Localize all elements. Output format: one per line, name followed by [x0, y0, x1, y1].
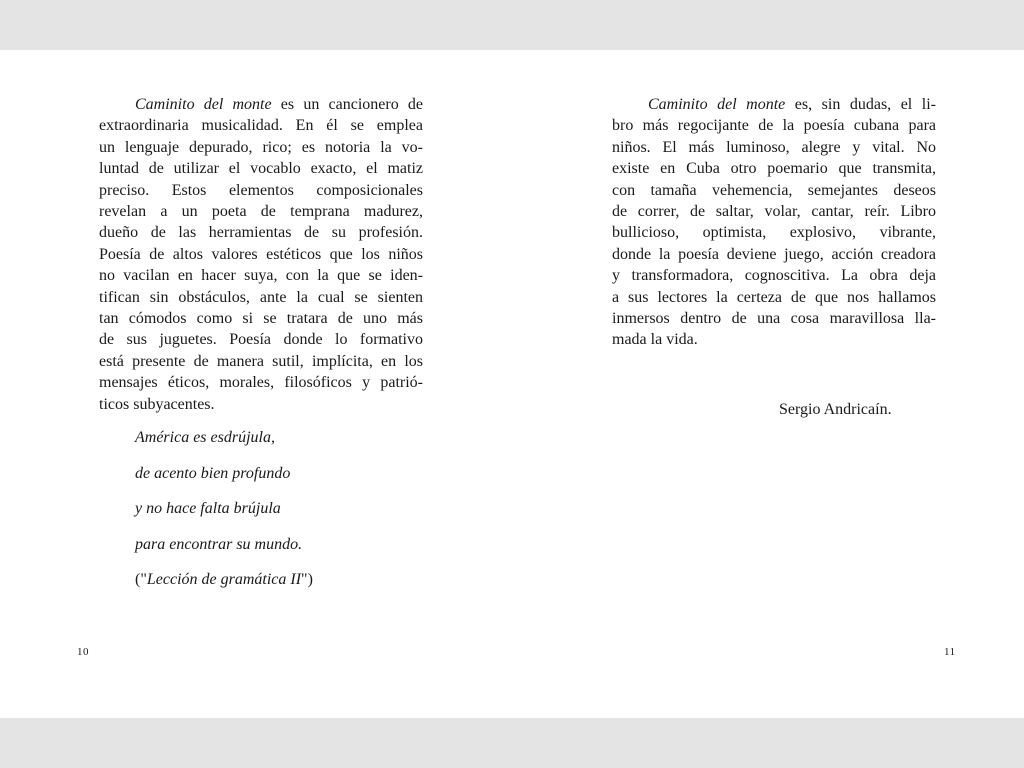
text-line: luntad de utilizar el vocablo exacto, el matiz	[99, 160, 423, 178]
text-line: un lenguaje depurado, rico; es notoria la vo-	[99, 138, 423, 156]
text-line: bullicioso, optimista, explosivo, vibrante,	[612, 224, 936, 242]
text-line: niños. El más luminoso, alegre y vital. No	[612, 138, 936, 156]
text-line: de correr, de saltar, volar, cantar, reír. Libro	[612, 203, 936, 221]
verse-line: y no hace falta brújula	[135, 500, 281, 517]
text-line: Poesía de altos valores estéticos que los niños	[99, 245, 423, 263]
text-line: inmersos dentro de una cosa maravillosa lla-	[612, 310, 936, 328]
book-title: Caminito del monte	[648, 96, 786, 113]
book-spread	[0, 50, 1024, 718]
text-line: y transformadora, cognoscitiva. La obra deja	[612, 267, 936, 285]
text-line: preciso. Estos elementos composicionales	[99, 181, 423, 199]
text-line: a sus lectores la certeza de que nos hallamos	[612, 288, 936, 306]
text-line: Caminito del monte es, sin dudas, el li-	[648, 96, 936, 113]
text-line: de sus juguetes. Poesía donde lo formativo	[99, 331, 423, 349]
poem-excerpt	[135, 427, 313, 605]
poem-source: ("Lección de gramática II")	[135, 571, 313, 588]
text-line: existe en Cuba otro poemario que transmita,	[612, 160, 936, 178]
verse-line: de acento bien profundo	[135, 464, 291, 482]
text-line: con tamaña vehemencia, semejantes deseos	[612, 181, 936, 199]
text-line: extraordinaria musicalidad. En él se emplea	[99, 117, 423, 135]
author-signature: Sergio Andricaín.	[779, 401, 892, 418]
book-title: Caminito del monte	[135, 96, 272, 113]
text-line: tan cómodos como si se tratara de uno más	[99, 310, 423, 328]
verse-line: América es esdrújula,	[135, 429, 275, 446]
text-line: mensajes éticos, morales, filosóficos y patrió-	[99, 374, 423, 392]
text-line: no vacilan en hacer suya, con la que se iden-	[99, 267, 423, 285]
right-page-paragraph	[612, 94, 936, 351]
text-line: está presente de manera sutil, implícita, en los	[99, 352, 423, 370]
left-page-paragraph	[99, 94, 423, 415]
page-number-right: 11	[944, 646, 956, 658]
text-line: Caminito del monte es un cancionero de	[135, 96, 423, 113]
text-line: ticos subyacentes.	[99, 395, 215, 413]
text-line: dueño de las herramientas de su profesión.	[99, 224, 423, 242]
text-line: mada la vida.	[612, 331, 698, 349]
verse-line: para encontrar su mundo.	[135, 535, 303, 553]
text-line: revelan a un poeta de temprana madurez,	[99, 203, 423, 221]
text-line: donde la poesía deviene juego, acción creadora	[612, 245, 936, 263]
text-line: tifican sin obstáculos, ante la cual se sienten	[99, 288, 423, 306]
page-number-left: 10	[77, 646, 89, 658]
poem-source-title: Lección de gramática II	[146, 571, 302, 588]
text-line: bro más regocijante de la poesía cubana para	[612, 117, 936, 135]
